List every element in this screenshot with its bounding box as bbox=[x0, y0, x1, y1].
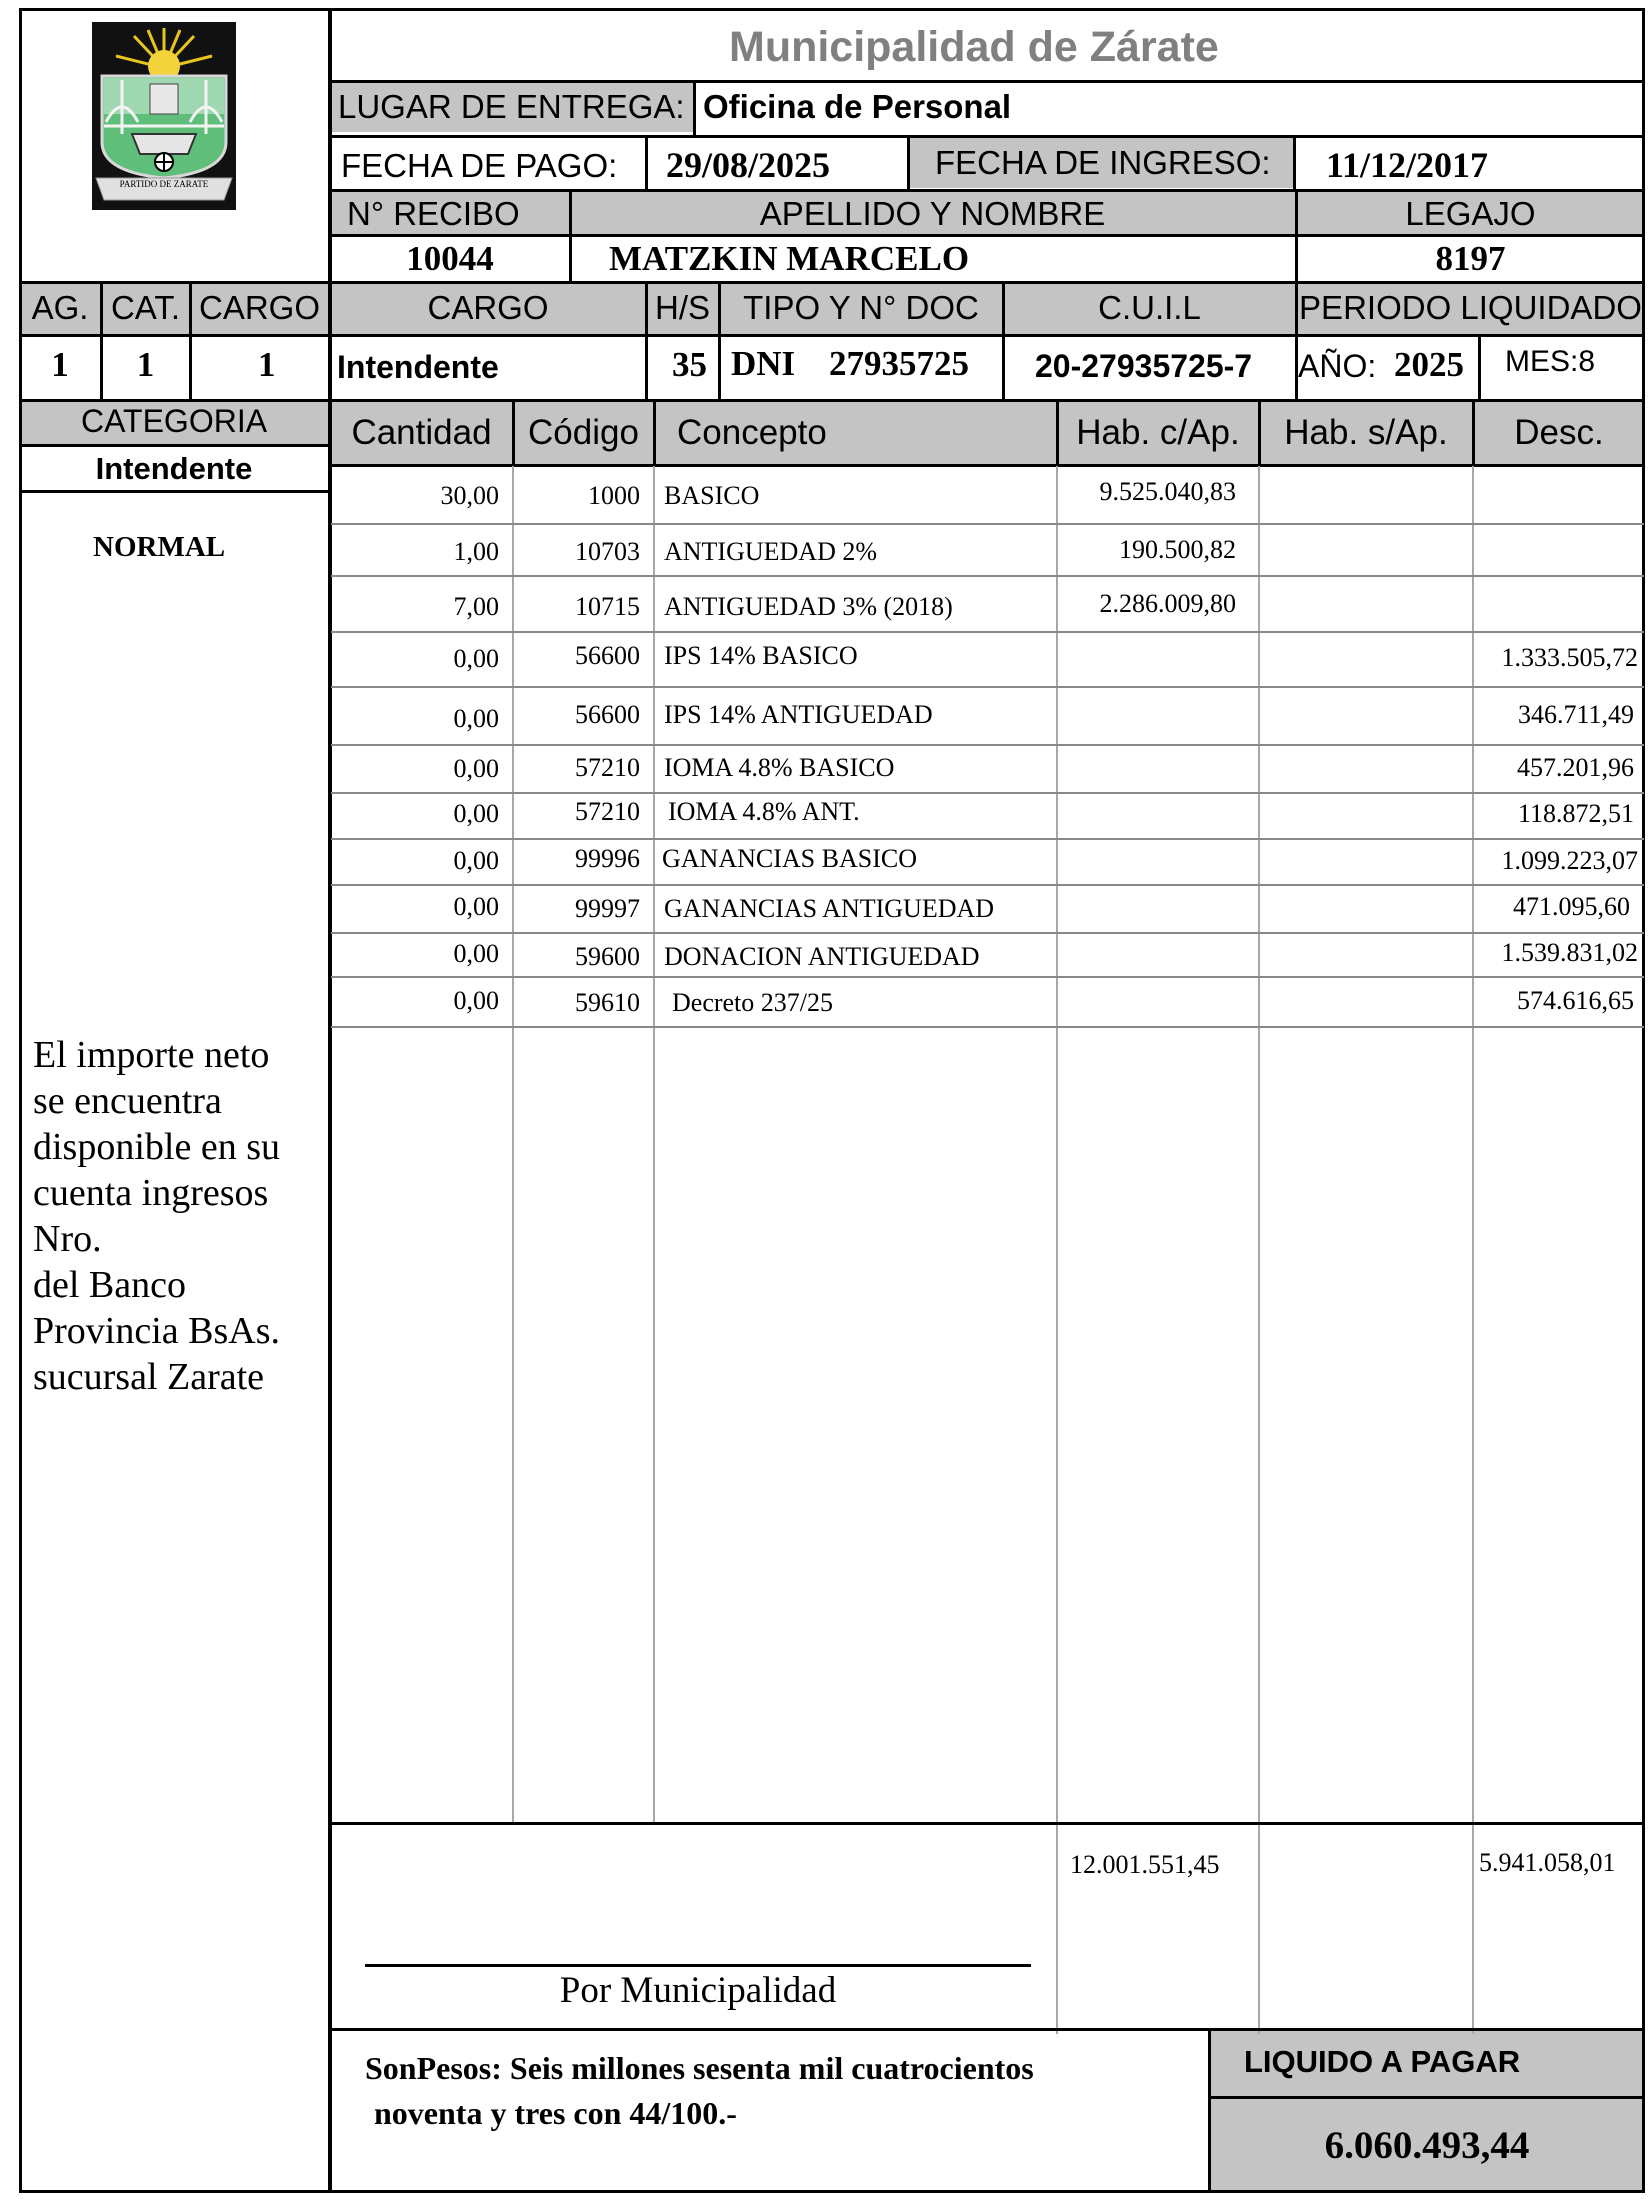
doc-label: TIPO Y N° DOC bbox=[743, 289, 979, 326]
total-desc: 5.941.058,01 bbox=[1479, 1848, 1616, 1877]
ag-label: AG. bbox=[31, 289, 89, 326]
total-hab-cap: 12.001.551,45 bbox=[1070, 1850, 1220, 1879]
cell-concept: Decreto 237/25 bbox=[672, 988, 834, 1017]
payment-date-label: FECHA DE PAGO: bbox=[341, 147, 618, 184]
doc-number: 27935725 bbox=[829, 344, 969, 383]
cell-concept: ANTIGUEDAD 2% bbox=[664, 537, 878, 566]
receipt-label: N° RECIBO bbox=[347, 195, 520, 232]
col-hab-sap: Hab. s/Ap. bbox=[1284, 413, 1448, 452]
emblem-caption: PARTIDO DE ZARATE bbox=[119, 179, 209, 189]
employee-name: MATZKIN MARCELO bbox=[609, 239, 970, 278]
cell-concept: GANANCIAS ANTIGUEDAD bbox=[664, 894, 995, 923]
note-line: disponible en su bbox=[33, 1126, 280, 1168]
cargo-label: CARGO bbox=[427, 289, 549, 326]
note-line: Provincia BsAs. bbox=[33, 1310, 280, 1352]
cell-hab-cap: 190.500,82 bbox=[1119, 535, 1236, 564]
cell-quantity: 0,00 bbox=[453, 892, 499, 921]
file-number: 8197 bbox=[1435, 239, 1506, 278]
cell-desc: 574.616,65 bbox=[1517, 986, 1634, 1015]
entry-date: 11/12/2017 bbox=[1326, 145, 1489, 185]
cell-quantity: 0,00 bbox=[453, 754, 499, 783]
cell-code: 99997 bbox=[575, 894, 640, 923]
col-cantidad: Cantidad bbox=[351, 413, 492, 452]
cell-desc: 457.201,96 bbox=[1517, 753, 1634, 782]
cell-quantity: 0,00 bbox=[453, 644, 499, 673]
cell-quantity: 0,00 bbox=[453, 799, 499, 828]
category-value: Intendente bbox=[95, 451, 253, 486]
cell-code: 1000 bbox=[588, 481, 640, 510]
cat-label: CAT. bbox=[110, 289, 181, 326]
cell-code: 10715 bbox=[575, 592, 640, 621]
cell-concept: IPS 14% ANTIGUEDAD bbox=[664, 700, 933, 729]
cell-quantity: 0,00 bbox=[453, 704, 499, 733]
file-label: LEGAJO bbox=[1405, 195, 1536, 232]
cell-concept: IOMA 4.8% ANT. bbox=[668, 797, 860, 826]
cell-concept: ANTIGUEDAD 3% (2018) bbox=[664, 592, 953, 621]
net-amount-value: 6.060.493,44 bbox=[1324, 2124, 1530, 2167]
note-line: del Banco bbox=[33, 1264, 187, 1306]
cell-desc: 1.539.831,02 bbox=[1501, 938, 1638, 967]
signature-label: Por Municipalidad bbox=[559, 1970, 837, 2011]
month-value: MES:8 bbox=[1505, 345, 1596, 378]
col-desc: Desc. bbox=[1514, 413, 1604, 452]
cell-code: 10703 bbox=[575, 537, 640, 566]
signature-line bbox=[365, 1964, 1031, 1967]
amount-in-words-line2: noventa y tres con 44/100.- bbox=[374, 2095, 737, 2131]
period-label: PERIODO LIQUIDADO bbox=[1299, 289, 1642, 326]
note-line: cuenta ingresos bbox=[33, 1172, 269, 1214]
cell-desc: 1.333.505,72 bbox=[1501, 643, 1638, 672]
receipt-number: 10044 bbox=[406, 239, 494, 278]
cell-code: 56600 bbox=[575, 641, 640, 670]
cell-code: 56600 bbox=[575, 700, 640, 729]
cell-code: 57210 bbox=[575, 797, 640, 826]
cell-quantity: 30,00 bbox=[440, 481, 499, 510]
doc-type: DNI bbox=[731, 344, 796, 383]
liquidation-type: NORMAL bbox=[93, 531, 226, 563]
entry-date-label: FECHA DE INGRESO: bbox=[935, 144, 1271, 181]
ag-value: 1 bbox=[51, 345, 69, 384]
note-line: Nro. bbox=[33, 1218, 102, 1260]
cell-quantity: 1,00 bbox=[453, 537, 499, 566]
year-label: AÑO: bbox=[1298, 348, 1377, 384]
cell-desc: 118.872,51 bbox=[1517, 799, 1634, 828]
year-value: 2025 bbox=[1394, 345, 1464, 384]
col-codigo: Código bbox=[528, 413, 639, 452]
cell-desc: 1.099.223,07 bbox=[1501, 846, 1638, 875]
delivery-label: LUGAR DE ENTREGA: bbox=[338, 88, 685, 125]
cat-value: 1 bbox=[136, 345, 155, 384]
cell-desc: 471.095,60 bbox=[1513, 892, 1630, 921]
deposit-note bbox=[33, 1032, 280, 1400]
col-concepto: Concepto bbox=[677, 413, 827, 452]
cargo-code-value: 1 bbox=[258, 345, 276, 384]
note-line: El importe neto bbox=[33, 1034, 270, 1076]
cell-concept: BASICO bbox=[664, 481, 760, 510]
payment-date: 29/08/2025 bbox=[666, 145, 831, 185]
cargo-code-label: CARGO bbox=[198, 289, 320, 326]
cell-concept: IPS 14% BASICO bbox=[664, 641, 858, 670]
delivery-value: Oficina de Personal bbox=[703, 88, 1012, 125]
cell-concept: IOMA 4.8% BASICO bbox=[664, 753, 895, 782]
cell-code: 59610 bbox=[575, 988, 640, 1017]
cell-quantity: 0,00 bbox=[453, 939, 499, 968]
note-line: sucursal Zarate bbox=[33, 1356, 265, 1398]
cell-quantity: 0,00 bbox=[453, 986, 499, 1015]
cell-hab-cap: 2.286.009,80 bbox=[1099, 589, 1236, 618]
cell-desc: 346.711,49 bbox=[1517, 700, 1634, 729]
cell-code: 59600 bbox=[575, 942, 640, 971]
hs-value: 35 bbox=[672, 345, 707, 384]
cell-concept: GANANCIAS BASICO bbox=[662, 844, 917, 873]
cell-quantity: 7,00 bbox=[453, 592, 499, 621]
name-label: APELLIDO Y NOMBRE bbox=[759, 195, 1106, 232]
cell-quantity: 0,00 bbox=[453, 846, 499, 875]
cell-hab-cap: 9.525.040,83 bbox=[1099, 477, 1236, 506]
net-amount-label: LIQUIDO A PAGAR bbox=[1244, 2044, 1521, 2079]
category-label: CATEGORIA bbox=[80, 403, 268, 439]
note-line: se encuentra bbox=[33, 1080, 222, 1122]
cell-concept: DONACION ANTIGUEDAD bbox=[664, 942, 980, 971]
amount-in-words-line1: SonPesos: Seis millones sesenta mil cuatrocientos bbox=[365, 2050, 1034, 2086]
cell-code: 99996 bbox=[575, 844, 640, 873]
hs-label: H/S bbox=[654, 289, 710, 326]
cargo-value: Intendente bbox=[337, 349, 499, 385]
col-hab-cap: Hab. c/Ap. bbox=[1076, 413, 1240, 452]
cell-code: 57210 bbox=[575, 753, 640, 782]
cuil-label: C.U.I.L bbox=[1098, 289, 1201, 326]
cuil-value: 20-27935725-7 bbox=[1035, 348, 1253, 384]
municipality-title: Municipalidad de Zárate bbox=[729, 23, 1219, 71]
